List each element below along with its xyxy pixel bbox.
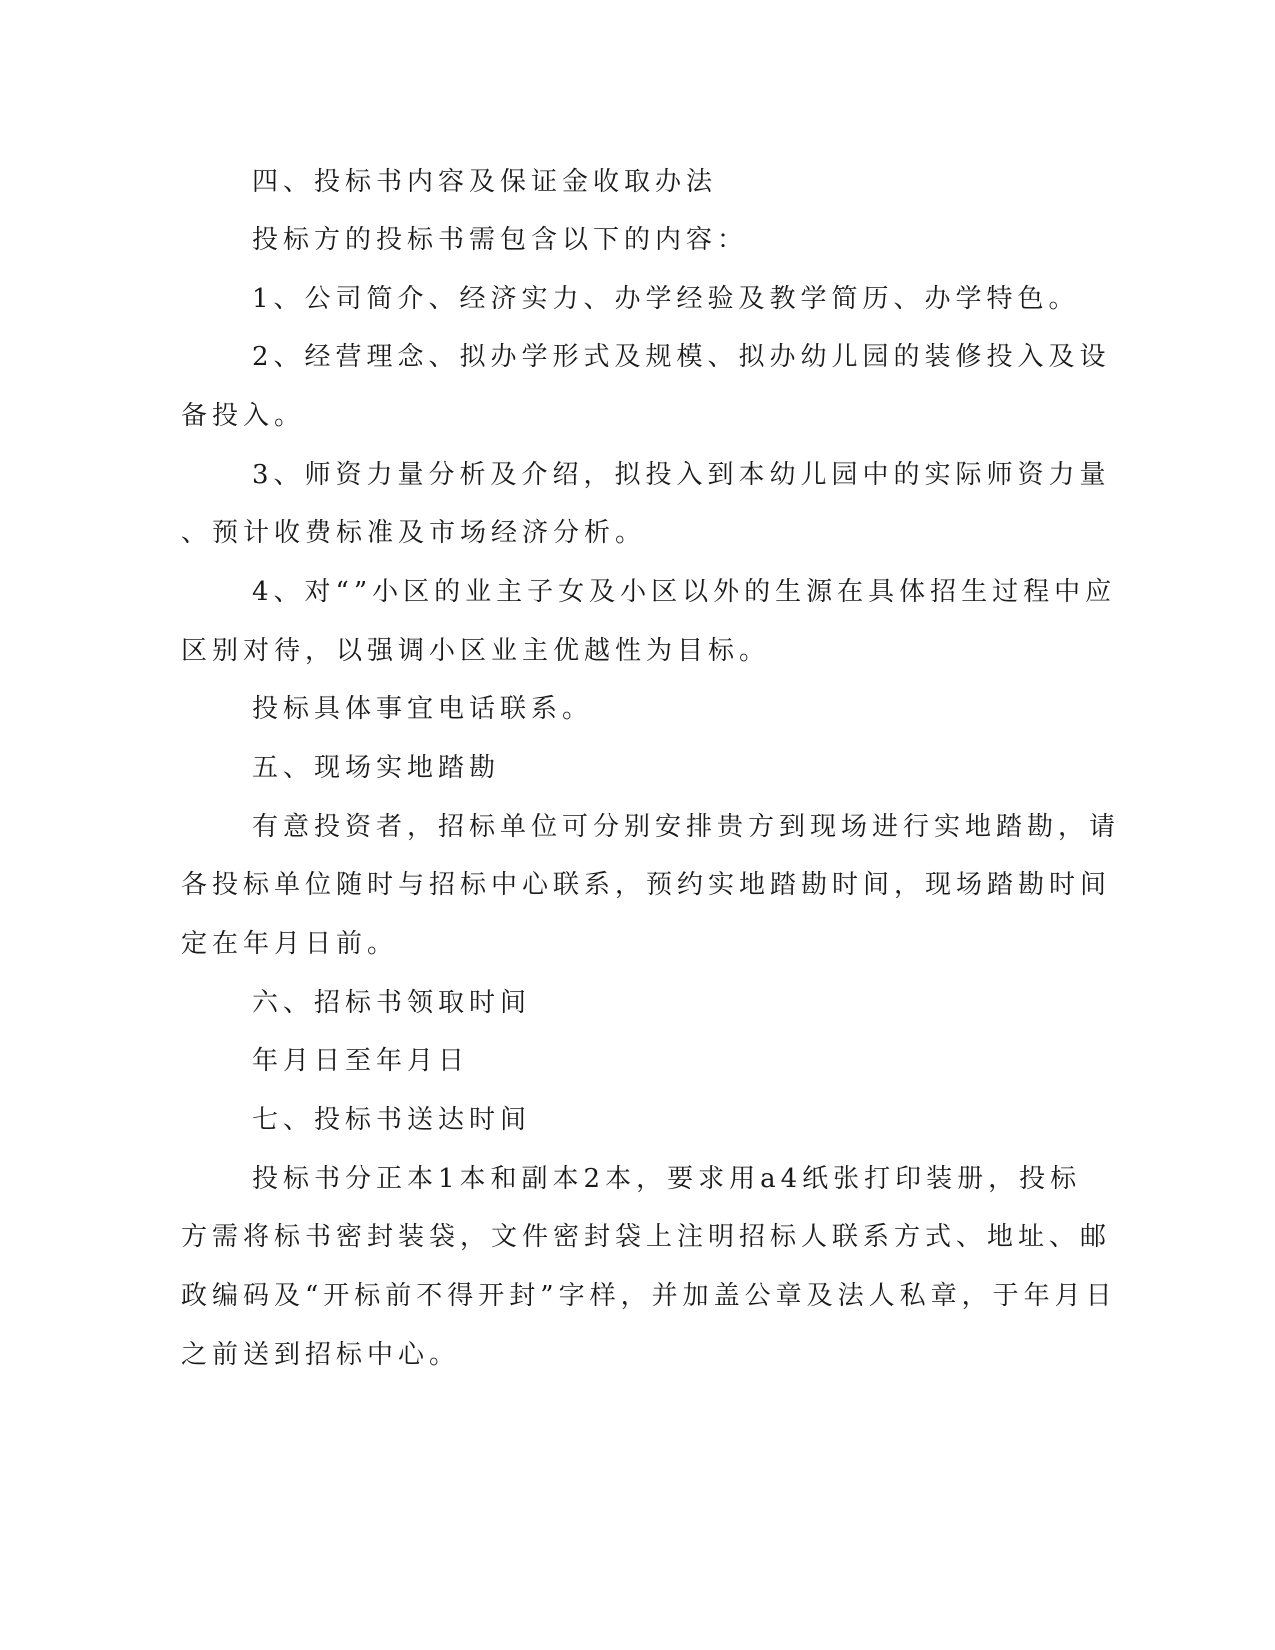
paragraph-line: 方需将标书密封装袋，文件密封袋上注明招标人联系方式、地址、邮 — [181, 1222, 1112, 1252]
paragraph-line: 投标方的投标书需包含以下的内容： — [252, 225, 749, 255]
section-heading-4: 四、投标书内容及保证金收取办法 — [252, 167, 718, 197]
paragraph-line: 政编码及“开标前不得开封”字样，并加盖公章及法人私章，于年月日 — [181, 1281, 1117, 1311]
paragraph-line: 定在年月日前。 — [181, 929, 399, 959]
paragraph-line: 1、公司简介、经济实力、办学经验及教学简历、办学特色。 — [252, 284, 1080, 314]
paragraph-line: 各投标单位随时与招标中心联系，预约实地踏勘时间，现场踏勘时间 — [181, 870, 1112, 900]
paragraph-line: 投标书分正本1本和副本2本，要求用a4纸张打印装册，投标 — [252, 1164, 1082, 1194]
paragraph-line: 3、师资力量分析及介绍，拟投入到本幼儿园中的实际师资力量 — [252, 460, 1111, 490]
paragraph-line: 区别对待，以强调小区业主优越性为目标。 — [181, 636, 771, 666]
paragraph-line: 4、对“”小区的业主子女及小区以外的生源在具体招生过程中应 — [252, 577, 1117, 607]
paragraph-line: 有意投资者，招标单位可分别安排贵方到现场进行实地踏勘，请 — [252, 812, 1121, 842]
paragraph-line: 年月日至年月日 — [252, 1046, 470, 1076]
paragraph-line: 之前送到招标中心。 — [181, 1340, 461, 1370]
paragraph-line: 、预计收费标准及市场经济分析。 — [181, 518, 647, 548]
section-heading-6: 六、招标书领取时间 — [252, 988, 532, 1018]
section-heading-7: 七、投标书送达时间 — [252, 1105, 532, 1135]
section-heading-5: 五、现场实地踏勘 — [252, 753, 501, 783]
paragraph-line: 投标具体事宜电话联系。 — [252, 694, 594, 724]
paragraph-line: 备投入。 — [181, 401, 306, 431]
paragraph-line: 2、经营理念、拟办学形式及规模、拟办幼儿园的装修投入及设 — [252, 342, 1111, 372]
